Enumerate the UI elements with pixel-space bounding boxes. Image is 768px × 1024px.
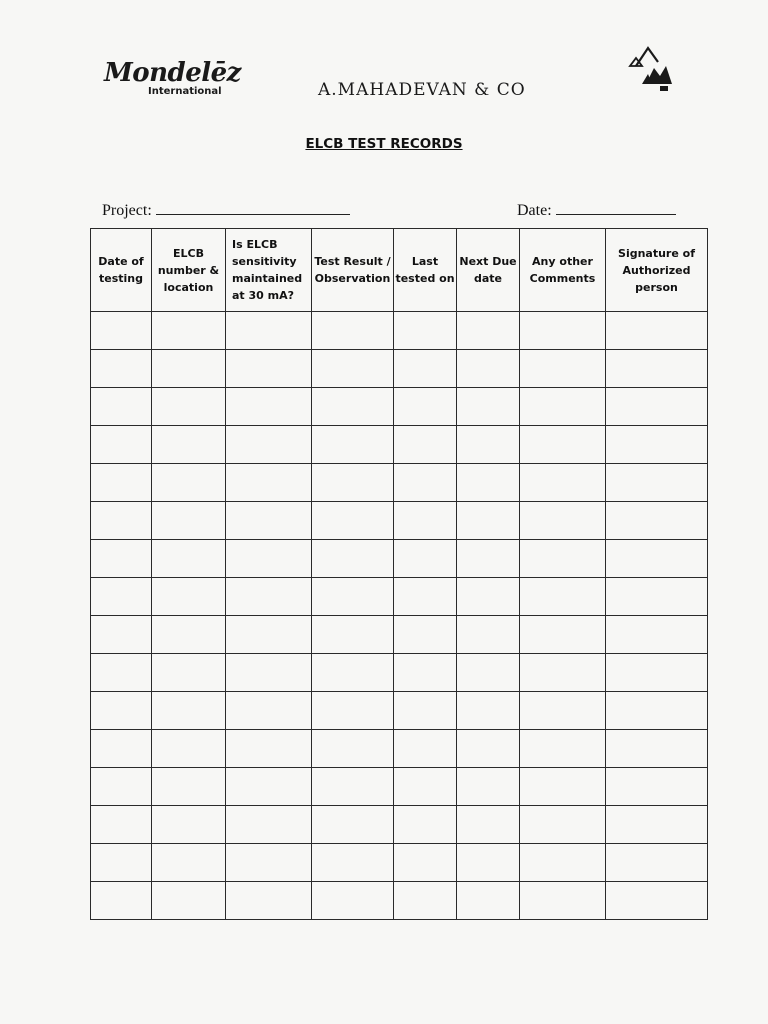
table-cell[interactable]	[606, 426, 708, 464]
table-cell[interactable]	[457, 464, 520, 502]
table-cell[interactable]	[457, 426, 520, 464]
table-cell[interactable]	[520, 730, 606, 768]
table-cell[interactable]	[312, 312, 394, 350]
table-cell[interactable]	[91, 350, 152, 388]
table-cell[interactable]	[520, 388, 606, 426]
company-name: A.MAHADEVAN & CO	[318, 80, 526, 100]
table-cell[interactable]	[520, 806, 606, 844]
table-cell[interactable]	[394, 578, 457, 616]
table-cell[interactable]	[152, 616, 226, 654]
table-cell[interactable]	[606, 692, 708, 730]
table-cell[interactable]	[152, 350, 226, 388]
table-cell[interactable]	[394, 312, 457, 350]
table-cell[interactable]	[457, 882, 520, 920]
table-cell[interactable]	[394, 426, 457, 464]
table-cell[interactable]	[312, 616, 394, 654]
page-title	[0, 136, 768, 152]
table-cell[interactable]	[91, 616, 152, 654]
table-cell[interactable]	[606, 768, 708, 806]
table-row	[91, 350, 708, 388]
table-cell[interactable]	[394, 388, 457, 426]
table-cell[interactable]	[91, 692, 152, 730]
table-cell[interactable]	[520, 578, 606, 616]
table-cell[interactable]	[606, 806, 708, 844]
table-cell[interactable]	[91, 540, 152, 578]
table-cell[interactable]	[394, 350, 457, 388]
column-header: Last tested on	[394, 229, 457, 312]
mondelez-logo	[104, 58, 241, 102]
table-cell[interactable]	[520, 426, 606, 464]
table-cell[interactable]	[606, 350, 708, 388]
table-cell[interactable]	[152, 730, 226, 768]
table-cell[interactable]	[394, 730, 457, 768]
table-header-row	[91, 229, 708, 312]
table-cell[interactable]	[394, 616, 457, 654]
table-cell[interactable]	[152, 426, 226, 464]
table-cell[interactable]	[152, 768, 226, 806]
table-cell[interactable]	[457, 350, 520, 388]
mahadevan-logo-icon	[622, 44, 674, 94]
table-cell[interactable]	[606, 844, 708, 882]
table-cell[interactable]	[394, 540, 457, 578]
logo-sub-text: International	[148, 86, 222, 97]
table-cell[interactable]	[312, 692, 394, 730]
table-cell[interactable]	[91, 882, 152, 920]
table-cell[interactable]	[312, 350, 394, 388]
project-field	[102, 200, 350, 220]
table-cell[interactable]	[91, 768, 152, 806]
table-row	[91, 312, 708, 350]
table-cell[interactable]	[226, 426, 312, 464]
table-row	[91, 464, 708, 502]
table-cell[interactable]	[312, 654, 394, 692]
table-row	[91, 388, 708, 426]
table-cell[interactable]	[152, 844, 226, 882]
table-cell[interactable]	[394, 882, 457, 920]
table-row	[91, 426, 708, 464]
page-title-text: ELCB TEST RECORDS	[305, 136, 463, 152]
table-row	[91, 654, 708, 692]
table-cell[interactable]	[457, 654, 520, 692]
table-cell[interactable]	[91, 502, 152, 540]
table-cell[interactable]	[226, 882, 312, 920]
table-row	[91, 616, 708, 654]
table-cell[interactable]	[226, 350, 312, 388]
column-header: Date of testing	[91, 229, 152, 312]
table-cell[interactable]	[394, 464, 457, 502]
table-cell[interactable]	[520, 616, 606, 654]
table-cell[interactable]	[91, 844, 152, 882]
table-cell[interactable]	[394, 692, 457, 730]
table-cell[interactable]	[520, 692, 606, 730]
table-cell[interactable]	[606, 578, 708, 616]
table-cell[interactable]	[91, 806, 152, 844]
table-cell[interactable]	[457, 768, 520, 806]
table-cell[interactable]	[226, 540, 312, 578]
table-cell[interactable]	[606, 616, 708, 654]
table-cell[interactable]	[457, 616, 520, 654]
table-cell[interactable]	[152, 388, 226, 426]
table-cell[interactable]	[520, 464, 606, 502]
table-cell[interactable]	[226, 464, 312, 502]
table-cell[interactable]	[457, 692, 520, 730]
table-cell[interactable]	[457, 578, 520, 616]
table-cell[interactable]	[152, 312, 226, 350]
table-cell[interactable]	[394, 654, 457, 692]
table-cell[interactable]	[152, 654, 226, 692]
column-header: Test Result / Observation	[312, 229, 394, 312]
table-cell[interactable]	[152, 464, 226, 502]
table-cell[interactable]	[606, 882, 708, 920]
table-cell[interactable]	[91, 388, 152, 426]
table-cell[interactable]	[226, 654, 312, 692]
table-cell[interactable]	[394, 844, 457, 882]
table-cell[interactable]	[226, 768, 312, 806]
table-cell[interactable]	[91, 730, 152, 768]
table-row	[91, 844, 708, 882]
column-header: Next Due date	[457, 229, 520, 312]
table-cell[interactable]	[520, 844, 606, 882]
table-cell[interactable]	[152, 502, 226, 540]
project-blank-line[interactable]	[156, 200, 350, 215]
table-row	[91, 882, 708, 920]
table-row	[91, 692, 708, 730]
table-row	[91, 806, 708, 844]
table-cell[interactable]	[457, 844, 520, 882]
table-cell[interactable]	[520, 882, 606, 920]
table-body	[91, 312, 708, 920]
logo-main-text: Mondelēz	[104, 58, 241, 88]
table-cell[interactable]	[152, 540, 226, 578]
table-cell[interactable]	[152, 692, 226, 730]
table-cell[interactable]	[312, 578, 394, 616]
table-row	[91, 502, 708, 540]
table-cell[interactable]	[91, 426, 152, 464]
date-label: Date:	[517, 202, 552, 219]
table-cell[interactable]	[312, 388, 394, 426]
column-header: Signature of Authorized person	[606, 229, 708, 312]
table-cell[interactable]	[394, 502, 457, 540]
table-cell[interactable]	[606, 502, 708, 540]
table-cell[interactable]	[520, 654, 606, 692]
table-cell[interactable]	[152, 806, 226, 844]
project-label: Project:	[102, 202, 152, 219]
table-cell[interactable]	[226, 844, 312, 882]
table-cell[interactable]	[226, 692, 312, 730]
table-cell[interactable]	[312, 426, 394, 464]
table-cell[interactable]	[312, 844, 394, 882]
table-cell[interactable]	[606, 730, 708, 768]
table-cell[interactable]	[520, 502, 606, 540]
table-cell[interactable]	[226, 388, 312, 426]
table-cell[interactable]	[152, 578, 226, 616]
table-row	[91, 730, 708, 768]
table-cell[interactable]	[226, 806, 312, 844]
table-cell[interactable]	[226, 578, 312, 616]
table-cell[interactable]	[606, 312, 708, 350]
table-cell[interactable]	[312, 882, 394, 920]
table-cell[interactable]	[394, 768, 457, 806]
table-cell[interactable]	[520, 768, 606, 806]
table-cell[interactable]	[606, 464, 708, 502]
elcb-records-table	[90, 228, 708, 920]
table-cell[interactable]	[312, 464, 394, 502]
table-cell[interactable]	[457, 806, 520, 844]
table-row	[91, 540, 708, 578]
table-cell[interactable]	[312, 806, 394, 844]
table-cell[interactable]	[91, 312, 152, 350]
table-cell[interactable]	[226, 312, 312, 350]
table-cell[interactable]	[520, 540, 606, 578]
table-cell[interactable]	[394, 806, 457, 844]
table-cell[interactable]	[520, 350, 606, 388]
table-cell[interactable]	[91, 578, 152, 616]
table-cell[interactable]	[606, 388, 708, 426]
column-header: Is ELCB sensitivity maintained at 30 mA?	[226, 229, 312, 312]
table-cell[interactable]	[457, 388, 520, 426]
table-cell[interactable]	[312, 768, 394, 806]
table-cell[interactable]	[91, 464, 152, 502]
table-cell[interactable]	[312, 730, 394, 768]
date-blank-line[interactable]	[556, 200, 676, 215]
table-cell[interactable]	[520, 312, 606, 350]
column-header: ELCB number & location	[152, 229, 226, 312]
table-row	[91, 768, 708, 806]
column-header: Any other Comments	[520, 229, 606, 312]
table-cell[interactable]	[457, 502, 520, 540]
date-field	[517, 200, 676, 220]
table-cell[interactable]	[312, 502, 394, 540]
table-cell[interactable]	[457, 312, 520, 350]
table-cell[interactable]	[457, 730, 520, 768]
table-cell[interactable]	[606, 540, 708, 578]
table-cell[interactable]	[226, 616, 312, 654]
table-cell[interactable]	[606, 654, 708, 692]
table-cell[interactable]	[152, 882, 226, 920]
table-cell[interactable]	[312, 540, 394, 578]
table-cell[interactable]	[226, 502, 312, 540]
table-row	[91, 578, 708, 616]
table-cell[interactable]	[91, 654, 152, 692]
table-cell[interactable]	[457, 540, 520, 578]
table-cell[interactable]	[226, 730, 312, 768]
